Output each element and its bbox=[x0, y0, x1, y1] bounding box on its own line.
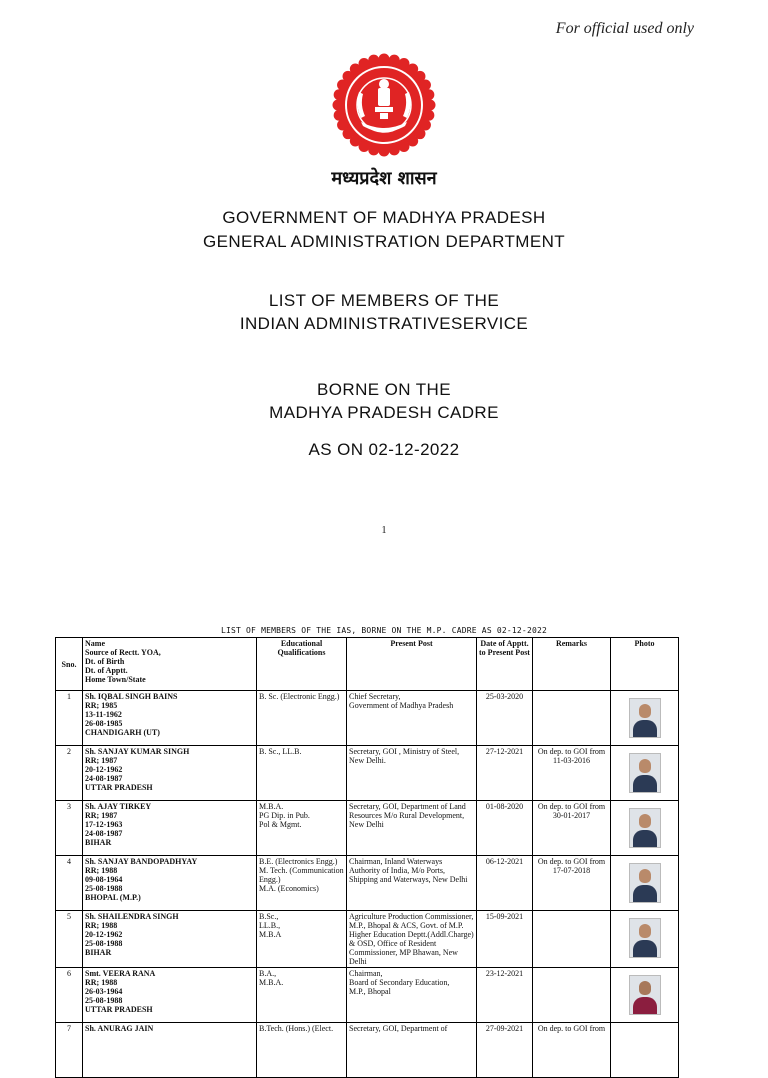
col-header-date-appointment: Date of Apptt. to Present Post bbox=[477, 638, 533, 691]
cell-name bbox=[83, 911, 257, 968]
officer-name: Sh. SANJAY KUMAR SINGH bbox=[85, 747, 190, 756]
col-header-name-line: Dt. of Birth bbox=[85, 657, 125, 666]
col-header-name-line: Name bbox=[85, 639, 105, 648]
cell-present-post bbox=[347, 691, 477, 746]
cell-date-appointment: 23-12-2021 bbox=[477, 968, 533, 1023]
col-header-name-line: Dt. of Apptt. bbox=[85, 666, 128, 675]
page-number: 1 bbox=[381, 525, 387, 536]
officer-detail: 24-08-1987 bbox=[85, 774, 123, 783]
officer-detail: 20-12-1962 bbox=[85, 765, 123, 774]
cell-remarks: On dep. to GOI from 30-01-2017 bbox=[533, 801, 611, 856]
qualification-line: B. Sc. (Electronic Engg.) bbox=[259, 692, 340, 701]
cell-date-appointment: 25-03-2020 bbox=[477, 691, 533, 746]
list-title-line2: INDIAN ADMINISTRATIVESERVICE bbox=[239, 314, 529, 333]
qualification-line: B.A., bbox=[259, 969, 277, 978]
government-title: GOVERNMENT OF MADHYA PRADESH bbox=[222, 208, 546, 227]
officer-detail: BIHAR bbox=[85, 948, 112, 957]
cell-remarks bbox=[533, 691, 611, 746]
official-use-note: For official used only bbox=[555, 20, 694, 37]
cell-remarks: On dep. to GOI from 11-03-2016 bbox=[533, 746, 611, 801]
officer-detail: RR; 1988 bbox=[85, 978, 118, 987]
table-row bbox=[56, 801, 679, 856]
officer-detail: UTTAR PRADESH bbox=[85, 783, 153, 792]
cell-sno: 2 bbox=[56, 746, 83, 801]
cell-sno: 6 bbox=[56, 968, 83, 1023]
officer-detail: RR; 1988 bbox=[85, 866, 118, 875]
cell-photo bbox=[611, 746, 679, 801]
cell-sno: 3 bbox=[56, 801, 83, 856]
table-row bbox=[56, 1023, 679, 1078]
officer-detail: 17-12-1963 bbox=[85, 820, 123, 829]
borne-title-line1: BORNE ON THE bbox=[317, 380, 451, 399]
cell-name bbox=[83, 968, 257, 1023]
list-title-line1: LIST OF MEMBERS OF THE bbox=[268, 291, 500, 310]
government-emblem-icon bbox=[331, 52, 437, 158]
ias-members-table bbox=[55, 637, 679, 1078]
cell-qualifications bbox=[257, 1023, 347, 1078]
officer-detail: 20-12-1962 bbox=[85, 930, 123, 939]
cell-present-post bbox=[347, 1023, 477, 1078]
cell-name bbox=[83, 1023, 257, 1078]
female-portrait-icon bbox=[629, 975, 661, 1015]
officer-detail: BIHAR bbox=[85, 838, 112, 847]
col-header-sno: Sno. bbox=[56, 638, 83, 691]
cell-photo bbox=[611, 801, 679, 856]
as-on-date: AS ON 02-12-2022 bbox=[308, 440, 460, 459]
cell-present-post bbox=[347, 746, 477, 801]
qualification-line: B. Sc., LL.B. bbox=[259, 747, 302, 756]
male-portrait-icon bbox=[629, 918, 661, 958]
officer-detail: CHANDIGARH (UT) bbox=[85, 728, 160, 737]
cell-sno: 4 bbox=[56, 856, 83, 911]
cell-name bbox=[83, 801, 257, 856]
qualification-line: M.A. (Economics) bbox=[259, 884, 319, 893]
cell-photo bbox=[611, 691, 679, 746]
cell-present-post bbox=[347, 856, 477, 911]
cell-name bbox=[83, 746, 257, 801]
qualification-line: B.E. (Electronics Engg.) bbox=[259, 857, 338, 866]
cell-date-appointment: 27-09-2021 bbox=[477, 1023, 533, 1078]
cell-qualifications bbox=[257, 968, 347, 1023]
present-post-line: Chairman, bbox=[349, 969, 383, 978]
table-row bbox=[56, 856, 679, 911]
male-portrait-icon bbox=[629, 808, 661, 848]
present-post-line: Chief Secretary, bbox=[349, 692, 401, 701]
table-row bbox=[56, 968, 679, 1023]
cell-date-appointment: 06-12-2021 bbox=[477, 856, 533, 911]
officer-detail: 25-08-1988 bbox=[85, 996, 123, 1005]
cell-photo bbox=[611, 856, 679, 911]
table-row bbox=[56, 911, 679, 968]
table-caption: LIST OF MEMBERS OF THE IAS, BORNE ON THE M.P. CADRE AS 02-12-2022 bbox=[220, 626, 548, 635]
col-header-qualifications: Educational Qualifications bbox=[257, 638, 347, 691]
cell-date-appointment: 01-08-2020 bbox=[477, 801, 533, 856]
present-post-line: Chairman, Inland Waterways Authority of India, M/o Ports, Shipping and Waterways, New Delhi bbox=[349, 857, 468, 884]
qualification-line: LL.B., bbox=[259, 921, 281, 930]
qualification-line: M.B.A. bbox=[259, 978, 284, 987]
present-post-line: Agriculture Production Commissioner, M.P., Bhopal & ACS, Govt. of M.P. Higher Education Deptt.(Addl.Charge) & OSD, Office of Resident Commissioner, MP Bhawan, New Delhi bbox=[349, 912, 474, 966]
department-title: GENERAL ADMINISTRATION DEPARTMENT bbox=[202, 232, 566, 251]
cell-sno: 1 bbox=[56, 691, 83, 746]
officer-detail: 26-08-1985 bbox=[85, 719, 123, 728]
cell-qualifications bbox=[257, 856, 347, 911]
cell-name bbox=[83, 691, 257, 746]
officer-detail: 24-08-1987 bbox=[85, 829, 123, 838]
cell-remarks bbox=[533, 968, 611, 1023]
officer-detail: 09-08-1964 bbox=[85, 875, 123, 884]
table-row bbox=[56, 746, 679, 801]
col-header-present-post: Present Post bbox=[347, 638, 477, 691]
qualification-line: B.Tech. (Hons.) (Elect. bbox=[259, 1024, 334, 1033]
male-portrait-icon bbox=[629, 753, 661, 793]
officer-detail: UTTAR PRADESH bbox=[85, 1005, 153, 1014]
cell-qualifications bbox=[257, 691, 347, 746]
officer-detail: RR; 1987 bbox=[85, 756, 118, 765]
officer-name: Sh. SANJAY BANDOPADHYAY bbox=[85, 857, 198, 866]
cell-present-post bbox=[347, 968, 477, 1023]
officer-name: Sh. SHAILENDRA SINGH bbox=[85, 912, 179, 921]
officer-detail: RR; 1987 bbox=[85, 811, 118, 820]
male-portrait-icon bbox=[629, 698, 661, 738]
officer-name: Sh. ANURAG JAIN bbox=[85, 1024, 154, 1033]
col-header-name-line: Source of Rectt. YOA, bbox=[85, 648, 161, 657]
qualification-line: M.B.A. bbox=[259, 802, 284, 811]
officer-detail: RR; 1985 bbox=[85, 701, 118, 710]
present-post-line: Secretary, GOI, Department of Land Resources M/o Rural Development, New Delhi bbox=[349, 802, 466, 829]
col-header-photo: Photo bbox=[611, 638, 679, 691]
officer-name: Sh. IQBAL SINGH BAINS bbox=[85, 692, 178, 701]
officer-detail: BHOPAL (M.P.) bbox=[85, 893, 141, 902]
table-row bbox=[56, 691, 679, 746]
cell-date-appointment: 15-09-2021 bbox=[477, 911, 533, 968]
cell-qualifications bbox=[257, 801, 347, 856]
qualification-line: M.B.A bbox=[259, 930, 282, 939]
cell-date-appointment: 27-12-2021 bbox=[477, 746, 533, 801]
cell-present-post bbox=[347, 801, 477, 856]
officer-detail: 25-08-1988 bbox=[85, 884, 123, 893]
officer-detail: 26-03-1964 bbox=[85, 987, 123, 996]
officer-detail: 25-08-1988 bbox=[85, 939, 123, 948]
col-header-name-line: Home Town/State bbox=[85, 675, 146, 684]
cell-remarks: On dep. to GOI from 17-07-2018 bbox=[533, 856, 611, 911]
table-body bbox=[56, 691, 679, 1078]
qualification-line: PG Dip. in Pub. bbox=[259, 811, 310, 820]
cell-sno: 5 bbox=[56, 911, 83, 968]
qualification-line: B.Sc., bbox=[259, 912, 279, 921]
cell-photo bbox=[611, 968, 679, 1023]
qualification-line: Pol & Mgmt. bbox=[259, 820, 302, 829]
officer-name: Sh. AJAY TIRKEY bbox=[85, 802, 152, 811]
cell-sno: 7 bbox=[56, 1023, 83, 1078]
present-post-line: Secretary, GOI, Department of bbox=[349, 1024, 448, 1033]
present-post-line: M.P., Bhopal bbox=[349, 987, 391, 996]
cell-photo bbox=[611, 1023, 679, 1078]
male-portrait-icon bbox=[629, 863, 661, 903]
cell-present-post bbox=[347, 911, 477, 968]
officer-detail: 13-11-1962 bbox=[85, 710, 122, 719]
col-header-remarks: Remarks bbox=[533, 638, 611, 691]
table-header-row bbox=[56, 638, 679, 691]
cell-remarks bbox=[533, 911, 611, 968]
present-post-line: Government of Madhya Pradesh bbox=[349, 701, 454, 710]
cell-qualifications bbox=[257, 746, 347, 801]
borne-title-line2: MADHYA PRADESH CADRE bbox=[269, 403, 499, 422]
qualification-line: M. Tech. (Communication Engg.) bbox=[259, 866, 344, 884]
present-post-line: Board of Secondary Education, bbox=[349, 978, 450, 987]
officer-detail: RR; 1988 bbox=[85, 921, 118, 930]
present-post-line: Secretary, GOI , Ministry of Steel, New Delhi. bbox=[349, 747, 460, 765]
cell-name bbox=[83, 856, 257, 911]
cell-qualifications bbox=[257, 911, 347, 968]
col-header-name bbox=[83, 638, 257, 691]
cell-remarks: On dep. to GOI from bbox=[533, 1023, 611, 1078]
hindi-government-title: मध्यप्रदेश शासन bbox=[331, 168, 437, 189]
cell-photo bbox=[611, 911, 679, 968]
officer-name: Smt. VEERA RANA bbox=[85, 969, 156, 978]
